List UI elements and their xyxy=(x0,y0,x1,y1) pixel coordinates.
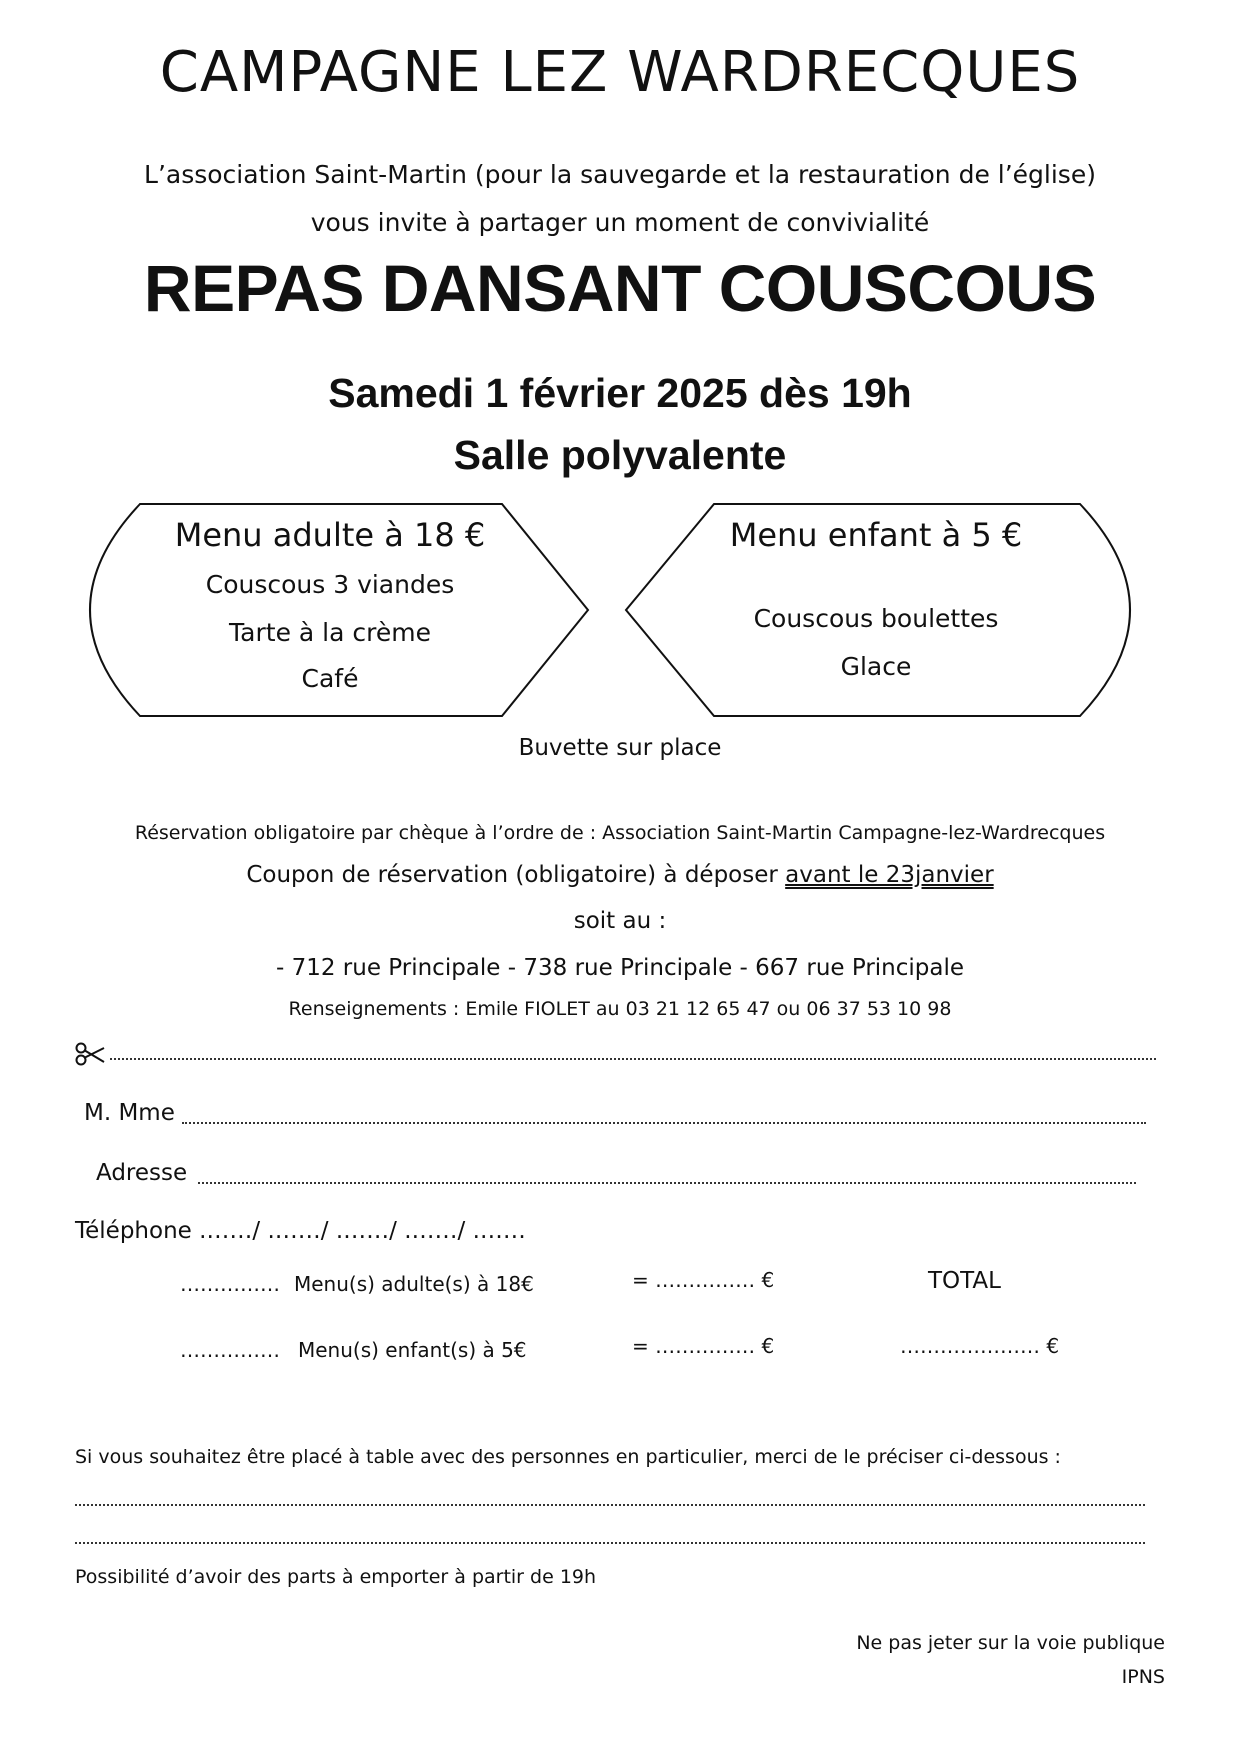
adult-menu-label: Menu(s) adulte(s) à 18€ xyxy=(294,1272,534,1296)
scissors-icon xyxy=(74,1040,108,1070)
ipns-note: IPNS xyxy=(1121,1666,1165,1688)
cut-line xyxy=(110,1058,1156,1060)
takeaway-note: Possibilité d’avoir des parts à emporter à partir de 19h xyxy=(75,1566,597,1588)
child-menu-label: Menu(s) enfant(s) à 5€ xyxy=(298,1338,527,1362)
name-label: M. Mme xyxy=(84,1100,175,1126)
seating-request-line-1[interactable] xyxy=(75,1504,1145,1506)
child-menu-item: Glace xyxy=(840,652,912,681)
coupon-deadline: avant le 23janvier xyxy=(785,862,994,888)
child-quantity-field[interactable]: …………… xyxy=(180,1338,280,1362)
intro-line-1: L’association Saint-Martin (pour la sauvegarde et la restauration de l’église) xyxy=(144,160,1096,189)
adult-quantity-field[interactable]: …………… xyxy=(180,1272,280,1296)
reservation-cheque-note: Réservation obligatoire par chèque à l’ordre de : Association Saint-Martin Campagne-lez-Wardrecques xyxy=(134,822,1106,844)
name-field[interactable] xyxy=(182,1122,1146,1124)
adult-amount-field[interactable]: = …………… € xyxy=(632,1268,775,1292)
drop-off-addresses: - 712 rue Principale - 738 rue Principale - 667 rue Principale xyxy=(275,955,965,981)
child-menu-title: Menu enfant à 5 € xyxy=(729,516,1023,554)
child-menu-item: Couscous boulettes xyxy=(753,604,999,633)
coupon-deadline-line xyxy=(0,862,1240,888)
buvette-note: Buvette sur place xyxy=(518,735,722,761)
contact-info: Renseignements : Emile FIOLET au 03 21 12 65 47 ou 06 37 53 10 98 xyxy=(288,998,952,1020)
drop-off-intro: soit au : xyxy=(573,908,667,934)
adult-menu-title: Menu adulte à 18 € xyxy=(174,516,486,554)
child-amount-field[interactable]: = …………… € xyxy=(632,1334,775,1358)
event-date: Samedi 1 février 2025 dès 19h xyxy=(328,370,912,416)
event-title: REPAS DANSANT COUSCOUS xyxy=(143,251,1097,325)
intro-line-2: vous invite à partager un moment de convivialité xyxy=(310,208,930,237)
address-field[interactable] xyxy=(198,1182,1136,1184)
town-title: CAMPAGNE LEZ WARDRECQUES xyxy=(159,40,1081,105)
no-litter-note: Ne pas jeter sur la voie publique xyxy=(856,1632,1165,1654)
address-label: Adresse xyxy=(96,1160,188,1186)
seating-request-line-2[interactable] xyxy=(75,1542,1145,1544)
total-label: TOTAL xyxy=(928,1268,1001,1294)
adult-menu-item: Café xyxy=(301,664,359,693)
total-amount-field[interactable]: ………………… € xyxy=(900,1334,1060,1358)
adult-menu-item: Tarte à la crème xyxy=(229,618,431,647)
coupon-prefix: Coupon de réservation (obligatoire) à déposer xyxy=(246,862,786,888)
event-venue: Salle polyvalente xyxy=(453,432,787,478)
seating-request-note: Si vous souhaitez être placé à table avec des personnes en particulier, merci de le préciser ci-dessous : xyxy=(75,1446,1061,1468)
phone-field[interactable]: Téléphone .……/ .……/ .……/ .……/ .…… xyxy=(75,1218,526,1244)
adult-menu-item: Couscous 3 viandes xyxy=(205,570,455,599)
